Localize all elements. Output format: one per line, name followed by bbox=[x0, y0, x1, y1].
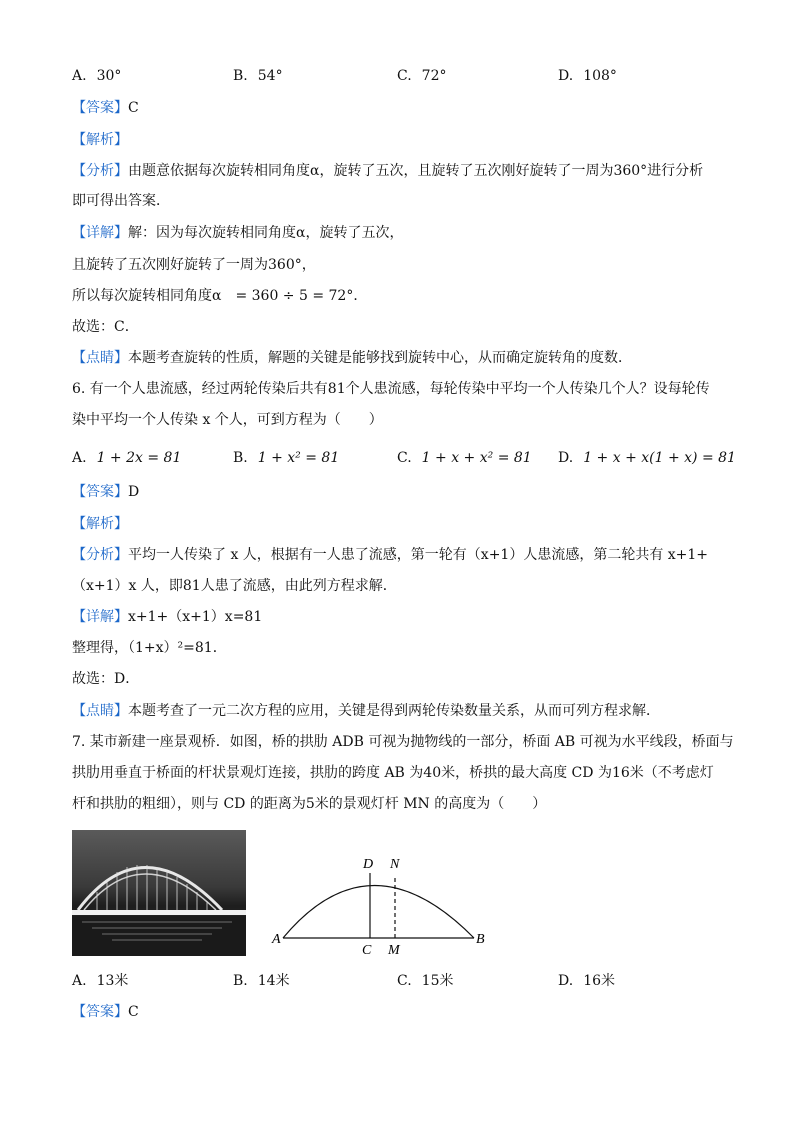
q5-solution-line: 且旋转了五次刚好旋转了一周为360°， bbox=[72, 257, 316, 273]
point-label-b: B bbox=[476, 932, 485, 947]
q5-xiangjie: 【详解】解：因为每次旋转相同角度α，旋转了五次， bbox=[72, 225, 404, 241]
q7-stem-cont: 拱肋用垂直于桥面的杆状景观灯连接，拱肋的跨度 AB 为40米，桥拱的最大高度 CD 为16米（不考虑灯 bbox=[72, 765, 714, 781]
q7-option-b: B. 14米 bbox=[233, 973, 290, 989]
q5-fenxi: 【分析】由题意依据每次旋转相同角度α，旋转了五次，且旋转了五次刚好旋转了一周为360°进行分析 bbox=[72, 163, 704, 179]
q7-option-d: D. 16米 bbox=[558, 973, 616, 989]
bridge-photo bbox=[72, 830, 246, 956]
q6-xiangjie: 【详解】x+1+（x+1）x=81 bbox=[72, 609, 263, 625]
q5-option-c: C. 72° bbox=[397, 68, 447, 84]
q6-answer: 【答案】D bbox=[72, 484, 140, 500]
q6-stem: 6. 有一个人患流感，经过两轮传染后共有81个人患流感，每轮传染中平均一个人传染几个人？设每轮传 bbox=[72, 381, 710, 397]
point-label-m: M bbox=[388, 943, 400, 958]
point-label-a: A bbox=[272, 932, 281, 947]
q5-fenxi-cont: 即可得出答案． bbox=[72, 193, 170, 209]
q7-option-a: A. 13米 bbox=[72, 973, 129, 989]
q5-dianjing: 【点睛】本题考查旋转的性质，解题的关键是能够找到旋转中心，从而确定旋转角的度数． bbox=[72, 350, 632, 366]
q6-option-d: D. 1 + x + x(1 + x) = 81 bbox=[558, 450, 736, 466]
q5-analysis-heading: 【解析】 bbox=[72, 132, 128, 148]
parabola-diagram bbox=[266, 848, 496, 962]
q5-answer: 【答案】C bbox=[72, 100, 139, 116]
q5-option-b: B. 54° bbox=[233, 68, 283, 84]
q5-solution-line: 所以每次旋转相同角度α = 360 ÷ 5 = 72°． bbox=[72, 288, 368, 304]
q6-dianjing: 【点睛】本题考查了一元二次方程的应用，关键是得到两轮传染数量关系，从而可列方程求解． bbox=[72, 703, 660, 719]
q6-fenxi-cont: （x+1）x 人，即81人患了流感，由此列方程求解． bbox=[72, 578, 397, 594]
point-label-c: C bbox=[362, 943, 372, 958]
q6-choose: 故选：D． bbox=[72, 671, 140, 687]
q7-stem-cont: 杆和拱肋的粗细），则与 CD 的距离为5米的景观灯杆 MN 的高度为（ ） bbox=[72, 796, 547, 812]
q5-option-a: A. 30° bbox=[72, 68, 122, 84]
q5-option-d: D. 108° bbox=[558, 68, 617, 84]
q7-answer: 【答案】C bbox=[72, 1004, 139, 1020]
q6-solution-line: 整理得，（1+x）²=81． bbox=[72, 640, 227, 656]
q6-analysis-heading: 【解析】 bbox=[72, 516, 128, 532]
q7-option-c: C. 15米 bbox=[397, 973, 454, 989]
q6-stem-cont: 染中平均一个人传染 x 个人，可到方程为（ ） bbox=[72, 412, 383, 428]
q6-option-c: C. 1 + x + x² = 81 bbox=[397, 450, 532, 466]
q5-choose: 故选：C． bbox=[72, 319, 139, 335]
q6-fenxi: 【分析】平均一人传染了 x 人，根据有一人患了流感，第一轮有（x+1）人患流感，第二轮共有 x+1+ bbox=[72, 547, 709, 563]
q6-option-b: B. 1 + x² = 81 bbox=[233, 450, 340, 466]
point-label-d: D bbox=[363, 857, 374, 872]
point-label-n: N bbox=[390, 857, 400, 872]
q7-stem: 7. 某市新建一座景观桥．如图，桥的拱肋 ADB 可视为抛物线的一部分，桥面 AB 可视为水平线段，桥面与 bbox=[72, 734, 734, 750]
q6-option-a: A. 1 + 2x = 81 bbox=[72, 450, 182, 466]
